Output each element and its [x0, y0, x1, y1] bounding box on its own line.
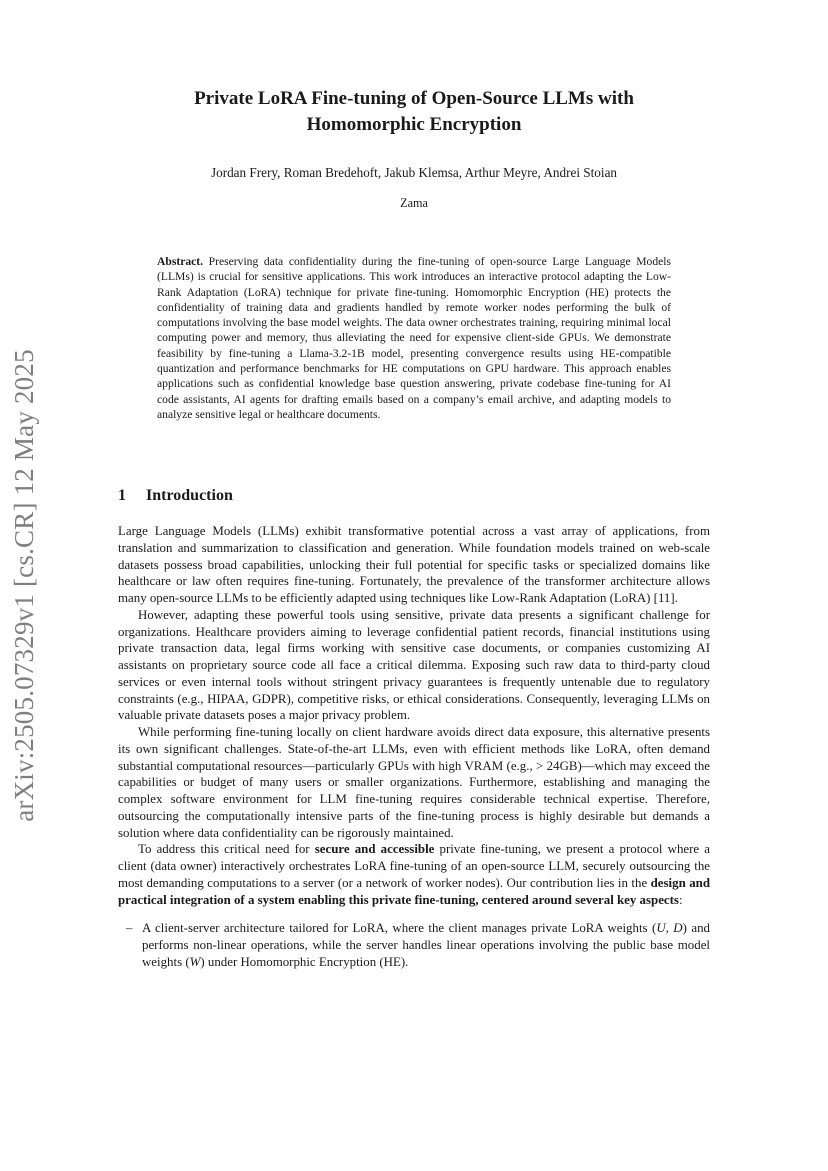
arxiv-identifier: arXiv:2505.07329v1 [cs.CR] 12 May 2025	[8, 348, 39, 822]
abstract	[157, 254, 671, 422]
section-title: Introduction	[146, 487, 233, 504]
affiliation: Zama	[400, 196, 428, 210]
abstract-label: Abstract.	[157, 255, 204, 268]
p4-bold-a: secure and accessible	[314, 842, 435, 857]
abstract-text: Preserving data confidentiality during the fine-tuning of open-source Large Language Models (LLMs) is crucial for sensitive applications. This work introduces an interactive protocol adapting the Low-Rank Adaptation (LoRA) technique for private fine-tuning. Homomorphic Encryption (HE) protects the confidentiality of training data and gradients handled by remote worker nodes performing the bulk of computations involving the base model weights. The data owner orchestrates training, requiring minimal local computing power and memory, thus alleviating the need for expensive client-side GPUs. We demonstrate feasibility by fine-tuning a Llama-3.2-1B model, presenting convergence results using HE-compatible quantization and performance benchmarks for HE computations on GPU hardware. This approach enables applications such as confidential knowledge base question answering, private codebase fine-tuning for AI code assistants, AI agents for drafting emails based on a company’s email archive, and adapting models to analyze sensitive legal or healthcare documents.	[157, 255, 671, 421]
author-list: Jordan Frery, Roman Bredehoft, Jakub Klemsa, Arthur Meyre, Andrei Stoian	[210, 165, 618, 180]
paragraph-2: However, adapting these powerful tools using sensitive, private data presents a significant challenge for organizations. Healthcare providers aiming to leverage confidential patient records, financial institutions using private transaction data, legal firms working with sensitive case documents, or companies customizing AI assistants on proprietary source code all face a critical dilemma. Exposing such raw data to third-party cloud services or even internal tools without stringent privacy guarantees is frequently untenable due to regulatory constraints (e.g., HIPAA, GDPR), competitive risks, or ethical considerations. Consequently, leveraging LLMs on valuable private datasets poses a major privacy problem.	[118, 607, 710, 723]
p4-bold-b: design and practical integration of a system enabling this private fine-tuning, centered around several key aspects	[118, 875, 710, 907]
bullet-text-c: ) under Homomorphic Encryption (HE).	[200, 954, 409, 969]
title-line-2: Homomorphic Encryption	[306, 114, 522, 135]
bullet-math-w: W	[189, 954, 201, 969]
contribution-list	[118, 920, 710, 970]
title-line-1: Private LoRA Fine-tuning of Open-Source LLMs with	[194, 88, 634, 109]
section-number: 1	[118, 487, 126, 504]
section-heading	[118, 486, 233, 506]
p4-text-a: To address this critical need for	[138, 842, 315, 857]
list-item	[118, 920, 710, 970]
bullet-text-b: ) and performs non-linear operations, while the server handles linear operations involving the public base model weights (	[142, 921, 710, 969]
list-dash: –	[126, 921, 133, 936]
paragraph-3: While performing fine-tuning locally on client hardware avoids direct data exposure, this alternative presents its own significant challenges. State-of-the-art LLMs, even with efficient methods like LoRA, often demand substantial computational resources—particularly GPUs with high VRAM (e.g., > 24GB)—which may exceed the capabilities or budget of many users or smaller organizations. Furthermore, establishing and managing the complex software environment for LLM fine-tuning requires considerable technical expertise. Therefore, outsourcing the computationally intensive parts of the fine-tuning process is highly desirable but demands a solution where data confidentiality can be rigorously maintained.	[118, 725, 710, 840]
bullet-text-a: A client-server architecture tailored for LoRA, where the client manages private LoRA weights (	[142, 921, 657, 936]
bullet-math-ud: U, D	[656, 921, 683, 936]
paper-title	[100, 86, 728, 138]
paragraph-4	[118, 841, 710, 908]
arxiv-sidebar-stamp	[8, 340, 40, 830]
p4-text-c: :	[678, 892, 683, 907]
paragraph-1: Large Language Models (LLMs) exhibit transformative potential across a vast array of applications, from translation and summarization to classification and generation. While foundation models trained on web-scale datasets possess broad capabilities, unlocking their full potential for specific tasks or specialized domains like healthcare or law often requires fine-tuning. Fortunately, the prevalence of the transformer architecture allows many open-source LLMs to be efficiently adapted using techniques like Low-Rank Adaptation (LoRA) [11].	[118, 524, 710, 605]
body-text	[118, 523, 710, 971]
p4-text-b: private fine-tuning, we present a protocol where a client (data owner) interactively orchestrates LoRA fine-tuning of an open-source LLM, securely outsourcing the most demanding computations to a server (or a network of worker nodes). Our contribution lies in the	[118, 842, 711, 890]
